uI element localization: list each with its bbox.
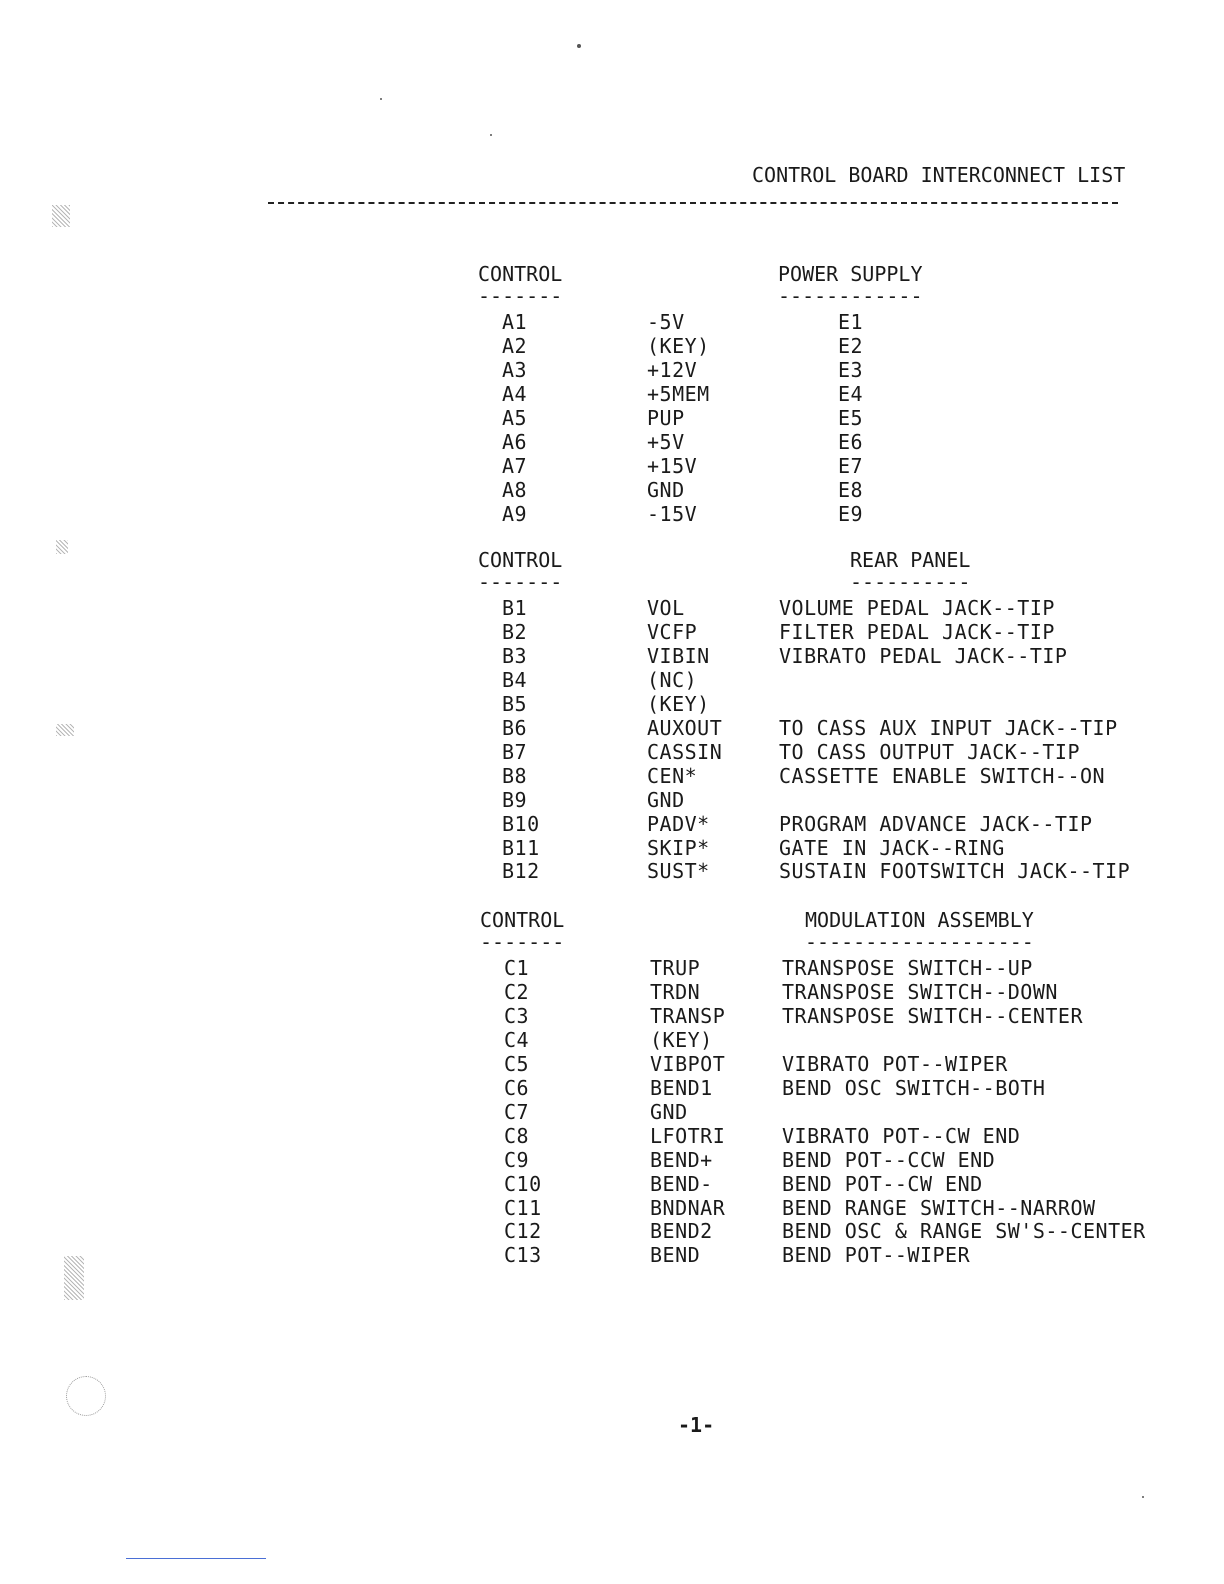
section-left-header: CONTROL [478, 548, 563, 572]
pin-id: C12 [504, 1219, 542, 1243]
scan-artifact [56, 724, 74, 736]
signal-name: (KEY) [647, 334, 710, 358]
pin-id: B4 [502, 668, 528, 692]
pin-id: B7 [502, 740, 528, 764]
pin-id: C10 [504, 1172, 542, 1196]
signal-name: BEND [650, 1243, 701, 1267]
destination: PROGRAM ADVANCE JACK--TIP [779, 812, 1093, 836]
scan-speck [380, 98, 382, 100]
signal-name: BEND- [650, 1172, 713, 1196]
section-left-header: CONTROL [480, 908, 565, 932]
destination: TRANSPOSE SWITCH--DOWN [782, 980, 1058, 1004]
destination: BEND RANGE SWITCH--NARROW [782, 1196, 1096, 1220]
page-title: CONTROL BOARD INTERCONNECT LIST [752, 163, 1126, 187]
destination: E5 [838, 406, 864, 430]
destination: TO CASS AUX INPUT JACK--TIP [779, 716, 1118, 740]
pin-id: B1 [502, 596, 528, 620]
pin-id: B8 [502, 764, 528, 788]
pin-id: C11 [504, 1196, 542, 1220]
signal-name: CEN* [647, 764, 698, 788]
signal-name: GND [647, 788, 685, 812]
signal-name: PUP [647, 406, 685, 430]
destination: E8 [838, 478, 864, 502]
signal-name: VIBPOT [650, 1052, 726, 1076]
page-number: -1- [678, 1413, 715, 1437]
section-right-header: POWER SUPPLY [778, 262, 923, 286]
destination: E1 [838, 310, 864, 334]
pin-id: C2 [504, 980, 530, 1004]
scan-speck [490, 134, 492, 136]
footer-rule [126, 1558, 266, 1559]
scan-speck [1142, 1496, 1144, 1498]
pin-id: B10 [502, 812, 540, 836]
scan-artifact [56, 540, 68, 554]
section-left-underline: ------- [478, 570, 563, 594]
destination: E4 [838, 382, 864, 406]
destination: SUSTAIN FOOTSWITCH JACK--TIP [779, 859, 1131, 883]
signal-name: TRANSP [650, 1004, 726, 1028]
pin-id: B2 [502, 620, 528, 644]
signal-name: GND [647, 478, 685, 502]
pin-id: B11 [502, 836, 540, 860]
section-right-header: REAR PANEL [850, 548, 971, 572]
pin-id: A4 [502, 382, 528, 406]
pin-id: B6 [502, 716, 528, 740]
pin-id: A7 [502, 454, 528, 478]
signal-name: AUXOUT [647, 716, 723, 740]
pin-id: C9 [504, 1148, 530, 1172]
destination: VIBRATO POT--WIPER [782, 1052, 1008, 1076]
destination: E6 [838, 430, 864, 454]
pin-id: C13 [504, 1243, 542, 1267]
signal-name: (NC) [647, 668, 698, 692]
destination: TRANSPOSE SWITCH--UP [782, 956, 1033, 980]
signal-name: (KEY) [647, 692, 710, 716]
section-right-underline: ---------- [850, 570, 971, 594]
pin-id: C5 [504, 1052, 530, 1076]
section-right-header: MODULATION ASSEMBLY [805, 908, 1034, 932]
destination: E7 [838, 454, 864, 478]
pin-id: A6 [502, 430, 528, 454]
punch-hole-mark [66, 1376, 106, 1416]
pin-id: A3 [502, 358, 528, 382]
signal-name: PADV* [647, 812, 710, 836]
destination: BEND POT--CW END [782, 1172, 983, 1196]
signal-name: +15V [647, 454, 698, 478]
destination: BEND POT--CCW END [782, 1148, 996, 1172]
signal-name: SKIP* [647, 836, 710, 860]
section-left-underline: ------- [478, 284, 563, 308]
signal-name: BEND+ [650, 1148, 713, 1172]
signal-name: (KEY) [650, 1028, 713, 1052]
scan-artifact [64, 1256, 84, 1300]
destination: E9 [838, 502, 864, 526]
signal-name: -5V [647, 310, 685, 334]
pin-id: A1 [502, 310, 528, 334]
pin-id: A5 [502, 406, 528, 430]
pin-id: B3 [502, 644, 528, 668]
section-right-underline: ------------ [778, 284, 923, 308]
pin-id: C1 [504, 956, 530, 980]
destination: GATE IN JACK--RING [779, 836, 1005, 860]
signal-name: BEND1 [650, 1076, 713, 1100]
destination: CASSETTE ENABLE SWITCH--ON [779, 764, 1106, 788]
pin-id: C4 [504, 1028, 530, 1052]
pin-id: C3 [504, 1004, 530, 1028]
signal-name: SUST* [647, 859, 710, 883]
destination: BEND OSC SWITCH--BOTH [782, 1076, 1046, 1100]
signal-name: VOL [647, 596, 685, 620]
destination: E2 [838, 334, 864, 358]
signal-name: BNDNAR [650, 1196, 726, 1220]
destination: VIBRATO POT--CW END [782, 1124, 1021, 1148]
signal-name: GND [650, 1100, 688, 1124]
pin-id: B9 [502, 788, 528, 812]
scan-artifact [52, 205, 70, 227]
pin-id: A2 [502, 334, 528, 358]
destination: FILTER PEDAL JACK--TIP [779, 620, 1055, 644]
signal-name: CASSIN [647, 740, 723, 764]
destination: BEND POT--WIPER [782, 1243, 971, 1267]
destination: TRANSPOSE SWITCH--CENTER [782, 1004, 1083, 1028]
pin-id: C7 [504, 1100, 530, 1124]
destination: TO CASS OUTPUT JACK--TIP [779, 740, 1080, 764]
section-left-header: CONTROL [478, 262, 563, 286]
title-divider [268, 202, 1118, 204]
pin-id: C8 [504, 1124, 530, 1148]
signal-name: VCFP [647, 620, 698, 644]
section-left-underline: ------- [480, 930, 565, 954]
signal-name: TRDN [650, 980, 701, 1004]
signal-name: -15V [647, 502, 698, 526]
destination: E3 [838, 358, 864, 382]
signal-name: LFOTRI [650, 1124, 726, 1148]
signal-name: +5V [647, 430, 685, 454]
destination: VOLUME PEDAL JACK--TIP [779, 596, 1055, 620]
destination: VIBRATO PEDAL JACK--TIP [779, 644, 1068, 668]
pin-id: A9 [502, 502, 528, 526]
pin-id: C6 [504, 1076, 530, 1100]
signal-name: VIBIN [647, 644, 710, 668]
signal-name: +12V [647, 358, 698, 382]
signal-name: BEND2 [650, 1219, 713, 1243]
signal-name: +5MEM [647, 382, 710, 406]
destination: BEND OSC & RANGE SW'S--CENTER [782, 1219, 1146, 1243]
signal-name: TRUP [650, 956, 701, 980]
scan-speck [577, 44, 581, 48]
pin-id: B12 [502, 859, 540, 883]
pin-id: B5 [502, 692, 528, 716]
section-right-underline: ------------------- [805, 930, 1034, 954]
pin-id: A8 [502, 478, 528, 502]
